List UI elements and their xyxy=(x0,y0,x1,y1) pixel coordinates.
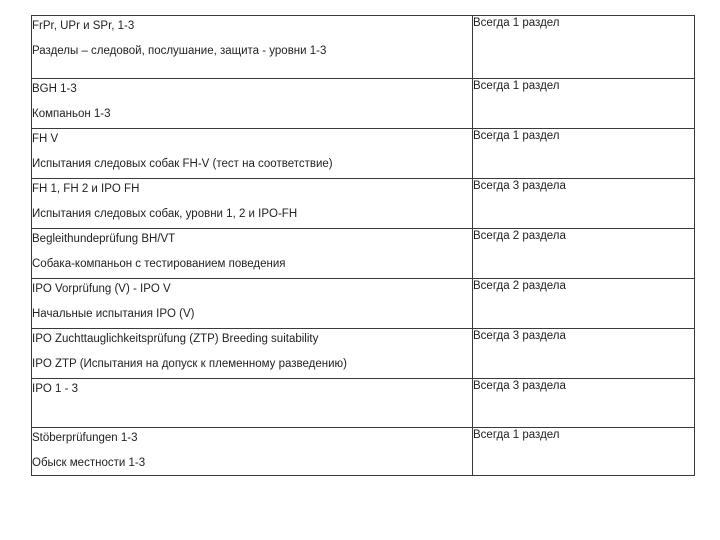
program-description: Компаньон 1-3 xyxy=(32,108,111,120)
sections-cell: Всегда 1 раздел xyxy=(473,129,695,179)
program-cell xyxy=(32,379,473,428)
sections-cell: Всегда 3 раздела xyxy=(473,379,695,428)
sections-cell: Всегда 1 раздел xyxy=(473,16,695,79)
table-row xyxy=(32,129,695,179)
sections-cell: Всегда 1 раздел xyxy=(473,428,695,476)
table-row xyxy=(32,379,695,428)
program-name: BGH 1-3 xyxy=(32,83,77,95)
program-description: Начальные испытания IPO (V) xyxy=(32,308,195,320)
program-name: IPO 1 - 3 xyxy=(32,383,79,395)
sections-cell: Всегда 3 раздела xyxy=(473,329,695,379)
program-name: FrPr, UPr и SPr, 1-3 xyxy=(32,20,135,32)
sections-cell: Всегда 3 раздела xyxy=(473,179,695,229)
table-row xyxy=(32,329,695,379)
program-cell xyxy=(32,229,473,279)
program-description: Испытания следовых собак FH-V (тест на соответствие) xyxy=(32,158,333,170)
sections-cell: Всегда 2 раздела xyxy=(473,279,695,329)
program-description: Разделы – следовой, послушание, защита - уровни 1-3 xyxy=(32,45,327,57)
table-row xyxy=(32,79,695,129)
program-description: IPO ZTP (Испытания на допуск к племенному разведению) xyxy=(32,358,347,370)
program-cell xyxy=(32,428,473,476)
program-name: IPO Vorprüfung (V) - IPO V xyxy=(32,283,171,295)
program-cell xyxy=(32,129,473,179)
program-description: Собака-компаньон с тестированием поведения xyxy=(32,258,286,270)
program-name: FH 1, FH 2 и IPO FH xyxy=(32,183,140,195)
program-cell xyxy=(32,79,473,129)
table-row xyxy=(32,16,695,79)
sections-cell: Всегда 2 раздела xyxy=(473,229,695,279)
program-name: FH V xyxy=(32,133,59,145)
program-name: Stöberprüfungen 1-3 xyxy=(32,432,138,444)
programs-table xyxy=(31,15,695,476)
program-cell xyxy=(32,329,473,379)
program-name: Begleithundeprüfung BH/VT xyxy=(32,233,176,245)
program-description: Обыск местности 1-3 xyxy=(32,457,146,469)
table-row xyxy=(32,229,695,279)
program-cell xyxy=(32,279,473,329)
table-row xyxy=(32,428,695,476)
table-row xyxy=(32,279,695,329)
sections-cell: Всегда 1 раздел xyxy=(473,79,695,129)
program-cell xyxy=(32,16,473,79)
program-name: IPO Zuchttauglichkeitsprüfung (ZTP) Breeding suitability xyxy=(32,333,319,345)
program-cell xyxy=(32,179,473,229)
program-description: Испытания следовых собак, уровни 1, 2 и IPO-FH xyxy=(32,208,298,220)
table-row xyxy=(32,179,695,229)
